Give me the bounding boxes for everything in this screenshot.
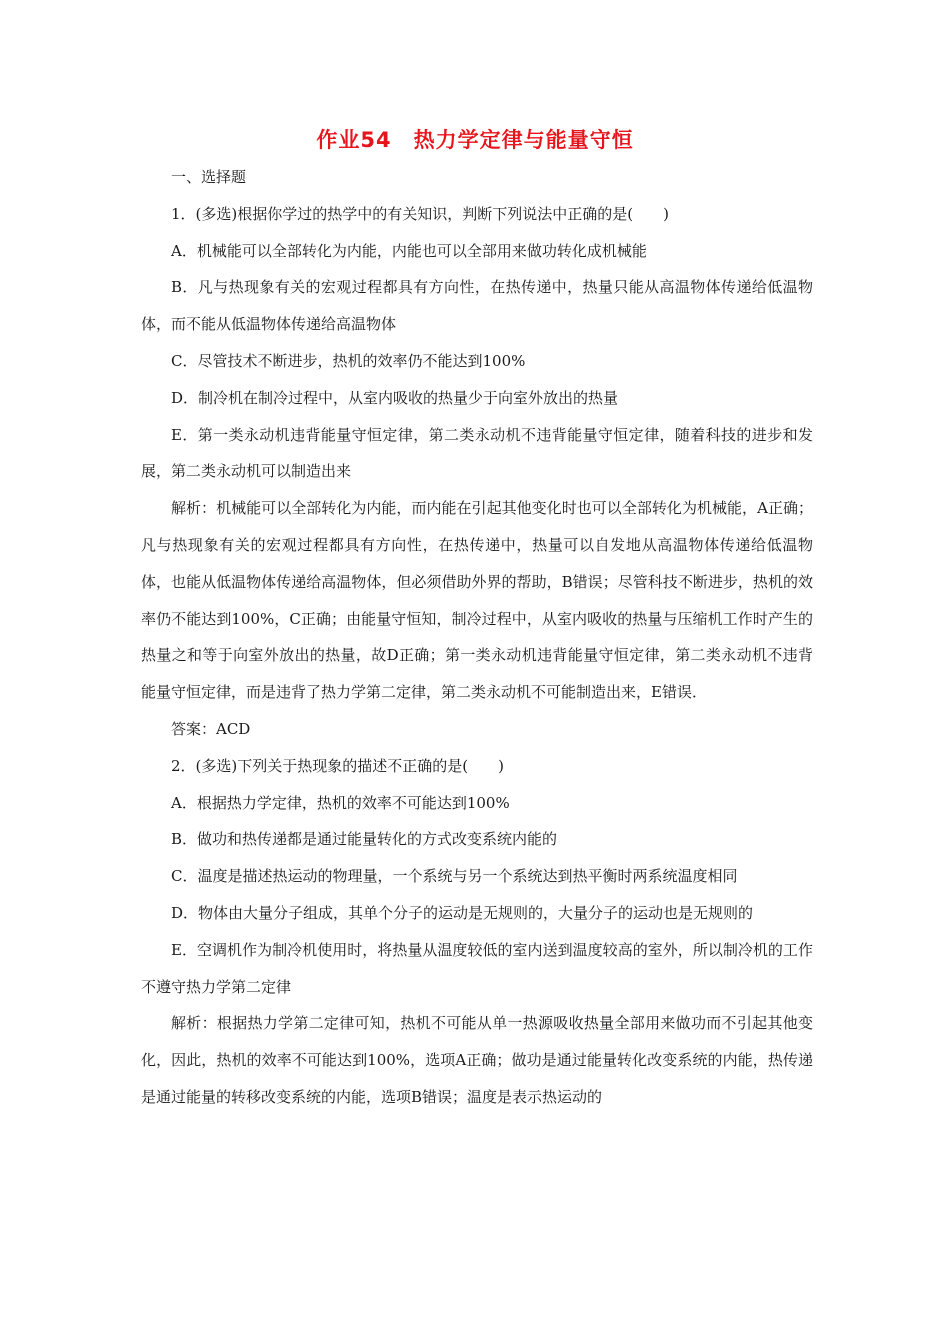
- question-1-option-a: A．机械能可以全部转化为内能，内能也可以全部用来做功转化成机械能: [171, 241, 647, 260]
- question-2-option-e: E．空调机作为制冷机使用时，将热量从温度较低的室内送到温度较高的室外，所以制冷机的工作不遵守热力学第二定律: [141, 940, 813, 996]
- question-1-answer: 答案：ACD: [171, 719, 251, 738]
- question-2-option-a: A．根据热力学定律，热机的效率不可能达到100%: [171, 793, 510, 812]
- question-1-analysis: 解析：机械能可以全部转化为内能，而内能在引起其他变化时也可以全部转化为机械能，A正确；凡与热现象有关的宏观过程都具有方向性，在热传递中，热量可以自发地从高温物体传递给低温物体，也能从低温物体传递给高温物体，但必须借助外界的帮助，B错误；尽管科技不断进步，热机的效率仍不能达到100%，C正确；由能量守恒知，制冷过程中，从室内吸收的热量与压缩机工作时产生的热量之和等于向室外放出的热量，故D正确；第一类永动机违背能量守恒定律，第二类永动机不违背能量守恒定律，而是违背了热力学第二定律，第二类永动机不可能制造出来，E错误．: [141, 499, 813, 702]
- question-1-option-c: C．尽管技术不断进步，热机的效率仍不能达到100%: [171, 351, 526, 370]
- question-1-option-b: B．凡与热现象有关的宏观过程都具有方向性，在热传递中，热量只能从高温物体传递给低温物体，而不能从低温物体传递给高温物体: [141, 278, 813, 334]
- question-2-analysis: 解析：根据热力学第二定律可知，热机不可能从单一热源吸收热量全部用来做功而不引起其他变化，因此，热机的效率不可能达到100%，选项A正确；做功是通过能量转化改变系统的内能，热传递是通过能量的转移改变系统的内能，选项B错误；温度是表示热运动的: [141, 1014, 813, 1106]
- question-1-option-e: E．第一类永动机违背能量守恒定律，第二类永动机不违背能量守恒定律，随着科技的进步和发展，第二类永动机可以制造出来: [141, 425, 813, 481]
- page-title: 作业54 热力学定律与能量守恒: [316, 128, 634, 152]
- question-1-option-d: D．制冷机在制冷过程中，从室内吸收的热量少于向室外放出的热量: [171, 388, 619, 407]
- question-2-option-d: D．物体由大量分子组成，其单个分子的运动是无规则的，大量分子的运动也是无规则的: [171, 903, 754, 922]
- document-body: [141, 159, 813, 1116]
- question-2-stem: 2．(多选)下列关于热现象的描述不正确的是( ): [171, 756, 504, 775]
- question-1-stem: 1．(多选)根据你学过的热学中的有关知识，判断下列说法中正确的是( ): [171, 204, 669, 223]
- section-heading: 一、选择题: [171, 168, 247, 186]
- question-2-option-c: C．温度是描述热运动的物理量，一个系统与另一个系统达到热平衡时两系统温度相同: [171, 867, 738, 886]
- question-2-option-b: B．做功和热传递都是通过能量转化的方式改变系统内能的: [171, 830, 558, 849]
